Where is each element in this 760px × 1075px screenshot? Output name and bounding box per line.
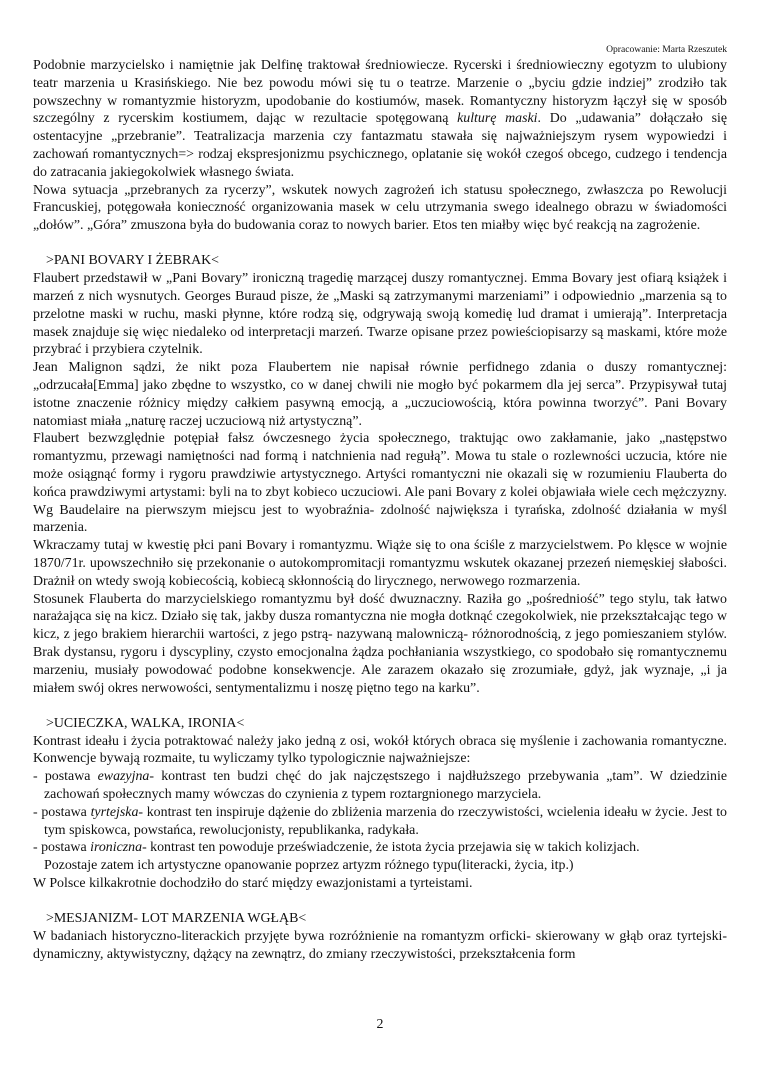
list-item	[33, 839, 727, 857]
text-run: Podobnie marzycielsko i namiętnie jak Delfinę traktował średniowiecze. Rycerski i średniowieczny egotyzm to ulubiony teatr marzenia u Krasińskiego. Nie bez powodu mówi się tu o teatrze. Marzenie o „byciu gdzie indziej” zrodziło tak powszechny w romantyzmie historyzm, upodobanie do kostiumów, masek. Romantyczny historyzm łączył się w sposób szczególny z rycerskim kostiumem, dając w rezultacie spotęgowaną	[33, 58, 727, 127]
text-run: - kontrast ten budzi chęć do jak najczęstszego i najdłuższego przebywania „tam”. W dziedzinie zachowań społecznych mamy wówczas do czynienia z typem roztargnionego marzyciela.	[44, 769, 727, 803]
emphasis-text: tyrtejska	[90, 804, 139, 820]
paragraph: Jean Malignon sądzi, że nikt poza Flaubertem nie napisał równie perfidnego zdania o duszy romantycznej: „odrzucała[Emma] jako zbędne to wszystko, co w danej chwili nie mogło być pokarmem dla jej serca”. Przypisywał tutaj istotne znaczenie różnicy między całkiem pasywną emocją, a „uczuciowością, która powinna tworzyć”. Pani Bovary natomiast miała „naturę raczej uczuciową niż artystyczną”.	[33, 360, 727, 429]
emphasis-text: kulturę maski	[457, 111, 538, 127]
paragraph: W Polsce kilkakrotnie dochodziło do starć między ewazjonistami a tyrteistami.	[33, 876, 473, 892]
text-run: - kontrast ten powoduje przeświadczenie, że istota życia przejawia się w takich kolizjach.	[142, 840, 640, 856]
paragraph: Wkraczamy tutaj w kwestię płci pani Bovary i romantyzmu. Wiąże się to ona ściśle z marzycielstwem. Po klęsce w wojnie 1870/71r. upowszechniło się przekonanie o autokompromitacji romantyzmu wskutek okazanej przezeń niemęskiej słabości. Drażnił on wtedy swoją kobiecością, kobiecą skłonnością do lirycznego, nerwowego rozmarzenia.	[33, 538, 727, 589]
section-heading-ucieczka: >UCIECZKA, WALKA, IRONIA<	[46, 715, 245, 731]
intro-paragraph-2: Nowa sytuacja „przebranych za rycerzy”, wskutek nowych zagrożeń ich statusu społecznego, zwłaszcza po Rewolucji Francuskiej, potęgowała konieczność organizowania masek w celu utrzymania swego idealnego obrazu w świadomości „dołów”. „Góra” zmuszona była do budowania coraz to nowych barier. Etos ten miałby więc być reakcją na zagrożenie.	[33, 182, 727, 234]
emphasis-text: ewazyjna	[97, 769, 150, 785]
document-page	[33, 0, 727, 1075]
document-body	[33, 57, 727, 964]
paragraph: Pozostaje zatem ich artystyczne opanowanie poprzez artyzm różnego typu(literacki, życia, itp.)	[44, 858, 574, 874]
text-run: - kontrast ten inspiruje dążenie do zbliżenia marzenia do rzeczywistości, wcielenia ideału w życie. Jest to tym spiskowca, powstańca, rewolucjonisty, republikanka, radykała.	[44, 804, 727, 838]
list-item	[33, 768, 727, 804]
paragraph: Flaubert bezwzględnie potępiał fałsz ówczesnego życia społecznego, traktując owo zakłamanie, jako „następstwo romantyzmu, przewagi namiętności nad formą i natchnienia nad regułą”. Mowa tu stale o rozlewności uczucia, które nie może osiągnąć formy i rygoru prawdziwie artystycznego. Artyści romantyczni nie okazali się w rozumieniu Flauberta do końca prawdziwymi artystami: byli na to zbyt kobieco uczuciowi. Ale pani Bovary z kolei objawiała wiele cech mężczyzny. Wg Baudelaire na pierwszym miejscu jest to wyobraźnia- zdolność największa i tyrańska, zdolność działania w myśl marzenia.	[33, 431, 727, 536]
paragraph: Stosunek Flauberta do marzycielskiego romantyzmu był dość dwuznaczny. Raziła go „pośredniość” tego stylu, tak łatwo narażająca się na kicz. Działo się tak, jakby dusza romantyczna nie mogła dotknąć czegokolwiek, nie przekształcając tego w kicz, z jego brakiem hierarchii wartości, z jego pstrą- nazywaną malowniczą- różnorodnością, z jego pomieszaniem stylów. Brak dystansu, rygoru i dyscypliny, czysto emocjonalna żądza pochłaniania wszystkiego, co spodobało się romantycznemu marzeniu, musiały powodować podobne konsekwencje. Ale zarazem okazało się zrozumiałe, gdyż, jak wyznaje, „i ja miałem swój okres nerwowości, sentymentalizmu i noszę piętno tego na karku”.	[33, 591, 727, 696]
page-number: 2	[376, 1017, 384, 1032]
text-run: - postawa	[33, 769, 98, 785]
author-credit: Opracowanie: Marta Rzeszutek	[606, 44, 727, 55]
text-run: - postawa	[33, 840, 91, 856]
paragraph: Flaubert przedstawił w „Pani Bovary” ironiczną tragedię marzącej duszy romantycznej. Emma Bovary jest ofiarą książek i marzeń z nich wysnutych. Georges Buraud pisze, że „Maski są zatrzymanymi marzeniami” i odpowiednio „marzenia są to przelotne maski w ruchu, maski płynne, które rodzą się, odgrywają swoją komedię lud dramat i umierają”. Interpretacja masek znajduje się więc niedaleko od interpretacji marzeń. Twarze opisane przez powieściopisarzy są maskami, które może przybrać i przybiera czytelnik.	[33, 271, 727, 358]
text-run: - postawa	[33, 804, 91, 820]
text-run: . Do „udawania” dołączało się ostentacyjne „przebranie”. Teatralizacja marzenia czy fantazmatu stawała się najważniejszym rysem wypowiedzi i zachowań romantycznych=> rodzaj ekspresjonizmu psychicznego, oplatanie się wokół czegoś obcego, cudzego i tendencja do zatracania jakiegokolwiek własnego świata.	[33, 111, 728, 180]
emphasis-text: ironiczna	[90, 840, 143, 856]
section-heading-mesjanizm: >MESJANIZM- LOT MARZENIA WGŁĄB<	[46, 911, 307, 927]
paragraph: W badaniach historyczno-literackich przyjęte bywa rozróżnienie na romantyzm orficki- skierowany w głąb oraz tyrtejski- dynamiczny, aktywistyczny, dążący na zewnątrz, do zmiany rzeczywistości, przekształcenia form	[33, 929, 727, 962]
intro-paragraph-1	[33, 57, 727, 182]
paragraph: Kontrast ideału i życia potraktować należy jako jedną z osi, wokół których obraca się myślenie i zachowania romantyczne. Konwencje bywają rozmaite, tu wyliczamy tylko typologicznie najważniejsze:	[33, 733, 727, 767]
list-item	[33, 804, 727, 840]
section-heading-pani-bovary: >PANI BOVARY I ŻEBRAK<	[46, 253, 219, 269]
